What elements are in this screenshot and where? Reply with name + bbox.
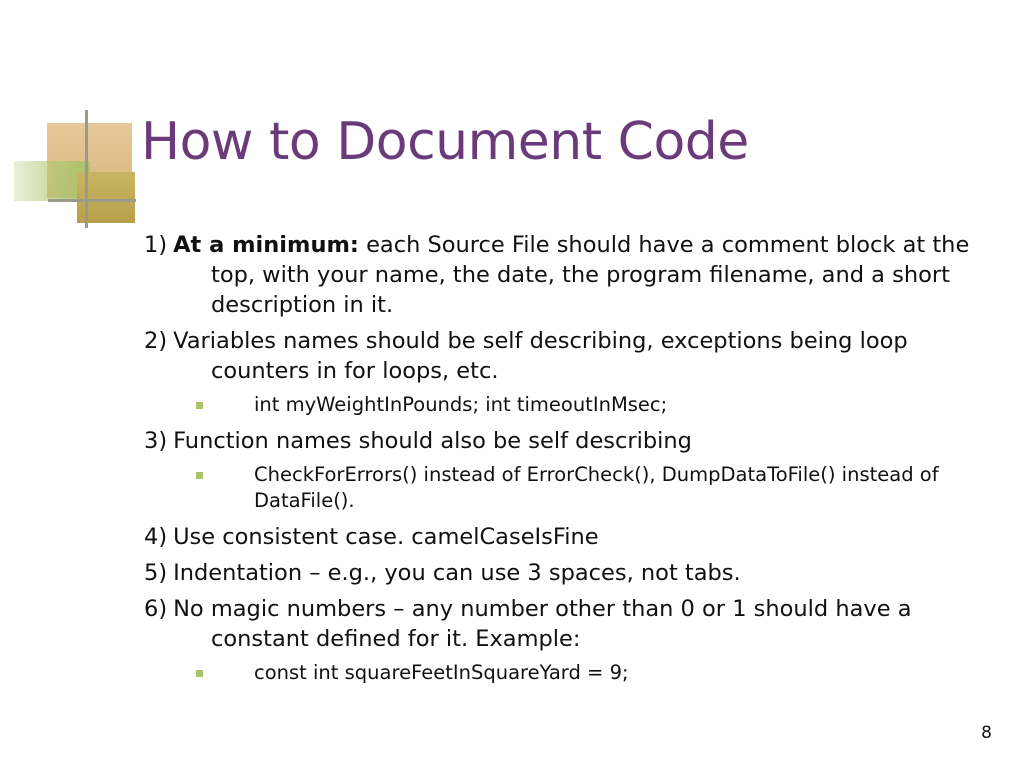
point-number: 1): [144, 232, 168, 258]
sub-bullet-3: [144, 462, 1004, 514]
sub-bullet-text: int myWeightInPounds; int timeoutInMsec;: [254, 393, 668, 416]
point-6: [144, 594, 1004, 654]
point-2: [144, 326, 1004, 386]
point-5: [144, 558, 1004, 588]
point-number: 3): [144, 428, 168, 454]
bullet-square-icon: [196, 472, 203, 479]
sub-bullet-text: CheckForErrors() instead of ErrorCheck(), DumpDataToFile() instead of DataFile().: [254, 463, 939, 512]
point-text: Variables names should be self describing, exceptions being loop counters in for loops, etc.: [173, 328, 908, 384]
point-number: 4): [144, 524, 168, 550]
sub-bullet-text: const int squareFeetInSquareYard = 9;: [254, 661, 629, 684]
bullet-square-icon: [196, 402, 203, 409]
point-4: [144, 522, 1004, 552]
slide-body: [144, 230, 1004, 694]
point-text: Use consistent case. camelCaseIsFine: [173, 524, 599, 550]
point-text: Function names should also be self describing: [173, 428, 692, 454]
point-number: 5): [144, 560, 168, 586]
point-number: 6): [144, 596, 168, 622]
point-emphasis: At a minimum:: [173, 232, 359, 258]
page-number: 8: [981, 723, 992, 743]
point-3: [144, 426, 1004, 456]
point-1: [144, 230, 1004, 320]
title-decoration: [0, 0, 150, 240]
slide-title: How to Document Code: [141, 112, 749, 172]
point-text: No magic numbers – any number other than 0 or 1 should have a constant defined for it. Example:: [173, 596, 912, 652]
bullet-square-icon: [196, 670, 203, 677]
sub-bullet-2: [144, 392, 1004, 418]
point-text: Indentation – e.g., you can use 3 spaces, not tabs.: [173, 560, 741, 586]
decoration-horizontal-line: [48, 199, 136, 202]
decoration-vertical-line: [85, 110, 88, 228]
point-text: each Source File should have a comment block at the top, with your name, the date, the program filename, and a short description in it.: [211, 232, 970, 318]
sub-bullet-6: [144, 660, 1004, 686]
point-number: 2): [144, 328, 168, 354]
